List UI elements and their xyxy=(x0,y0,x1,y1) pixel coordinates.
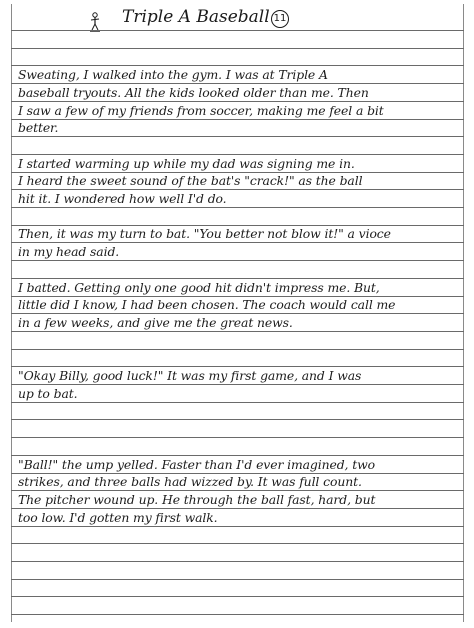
page-number-badge: 11 xyxy=(271,10,289,28)
ruled-line xyxy=(11,596,464,597)
story-line: little did I know, I had been chosen. The coach would call me xyxy=(18,297,396,313)
ruled-line xyxy=(11,614,464,615)
story-line: in my head said. xyxy=(18,244,120,260)
story-line: The pitcher wound up. He through the ball fast, hard, but xyxy=(18,491,376,507)
story-line: "Okay Billy, good luck!" It was my first game, and I was xyxy=(18,368,362,383)
story-line: baseball tryouts. All the kids looked older than me. Then xyxy=(18,84,369,100)
story-line: Sweating, I walked into the gym. I was at Triple A xyxy=(18,67,328,83)
story-line: strikes, and three balls had wizzed by. It was full count. xyxy=(18,474,362,490)
story-line: I started warming up while my dad was signing me in. xyxy=(18,155,355,171)
story-line: I heard the sweet sound of the bat's "crack!" as the ball xyxy=(18,173,363,189)
ruled-line xyxy=(11,260,464,261)
ruled-line xyxy=(11,30,464,31)
page-title: Triple A Baseball xyxy=(122,7,270,27)
story-line: I saw a few of my friends from soccer, making me feel a bit xyxy=(18,102,384,118)
ruled-line xyxy=(11,331,464,332)
ruled-line xyxy=(11,579,464,580)
baseball-player-icon xyxy=(88,12,102,32)
title-row xyxy=(0,4,474,30)
ruled-line xyxy=(11,543,464,544)
ruled-line xyxy=(11,526,464,527)
ruled-line xyxy=(11,402,464,403)
ruled-line xyxy=(11,384,464,385)
story-line: Then, it was my turn to bat. "You better not blow it!" a vioce xyxy=(18,226,391,242)
story-line: up to bat. xyxy=(18,385,78,401)
story-line: in a few weeks, and give me the great news. xyxy=(18,314,293,330)
story-line: "Ball!" the ump yelled. Faster than I'd ever imagined, two xyxy=(18,456,375,472)
ruled-line xyxy=(11,136,464,137)
story-line: better. xyxy=(18,120,59,136)
ruled-line xyxy=(11,349,464,350)
story-line: too low. I'd gotten my first walk. xyxy=(18,509,218,525)
ruled-line xyxy=(11,419,464,420)
ruled-line xyxy=(11,48,464,49)
story-line: hit it. I wondered how well I'd do. xyxy=(18,191,227,206)
ruled-line xyxy=(11,437,464,438)
ruled-line xyxy=(11,561,464,562)
ruled-line xyxy=(11,207,464,208)
story-line: I batted. Getting only one good hit didn't impress me. But, xyxy=(18,279,380,295)
ruled-line xyxy=(11,119,464,120)
